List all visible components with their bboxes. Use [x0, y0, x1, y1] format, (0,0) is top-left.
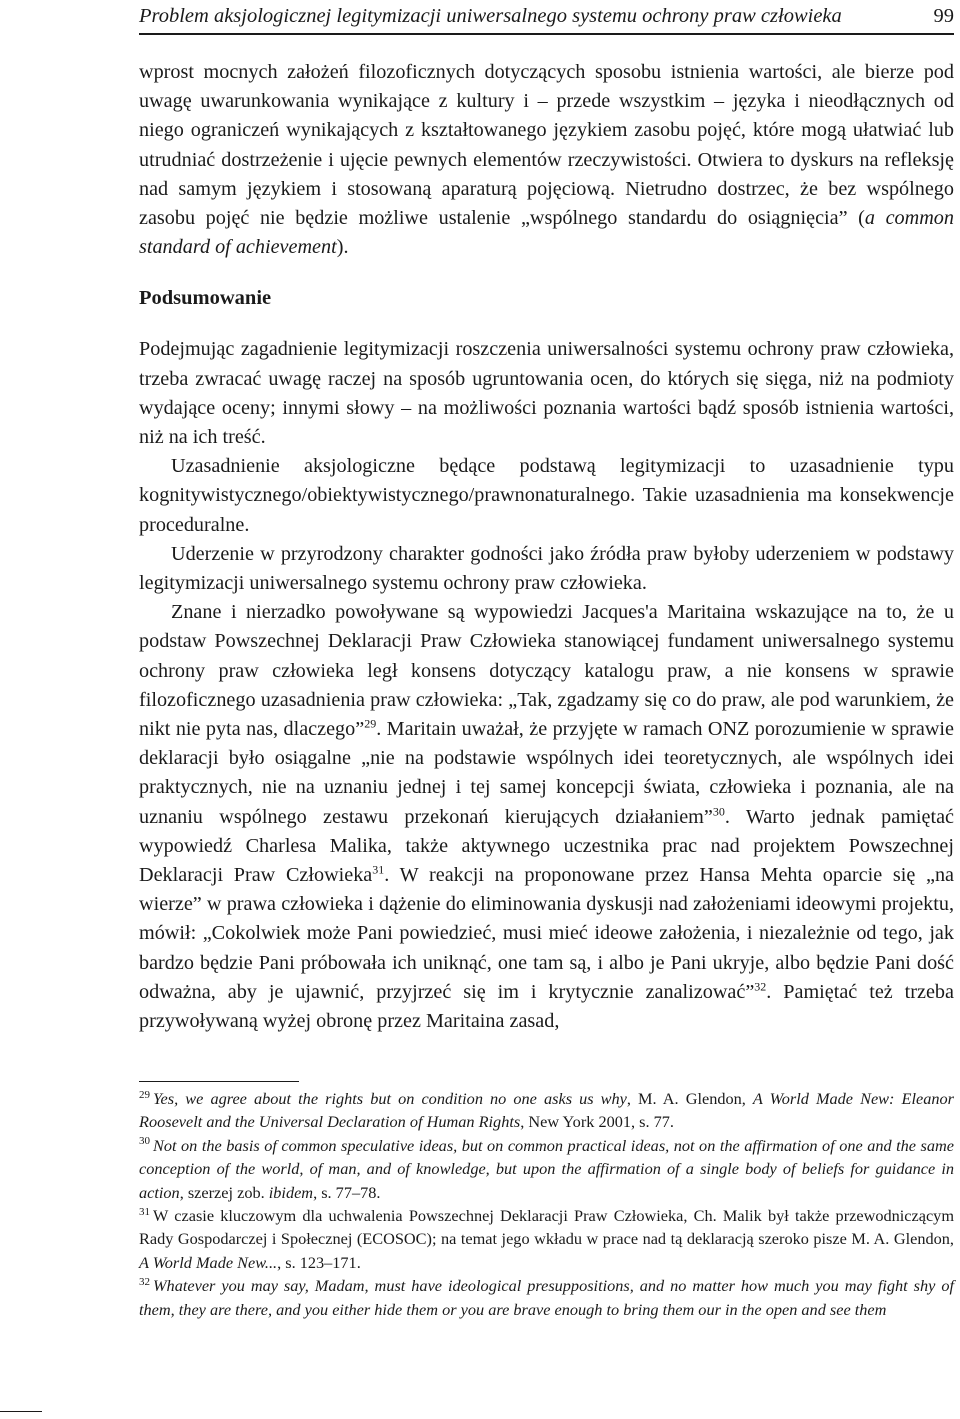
paragraph-4-text: . W reakcji na proponowane przez Hansa Mehta oparcie się „na wierze” w prawa człowieka i dążenie do eliminowania dyskusji nad założeniami ideowymi projektu, mówił: „Cokolwiek może Pani powiedzieć, musi mieć ideowe założenia, i niezależnie od tego, jak bardzo będzie Pani próbowała ich uniknąć, one tam są, i albo je Pani ukryje, albo będzie Pani dość odważna, aby je ujawnić, przyjrzeć się im i krytycznie zanalizować” [139, 864, 954, 1003]
paragraph-4-text: . Maritain uważał, że przyjęte w ramach ONZ porozumienie w sprawie deklaracji było osiągalne „nie na podstawie wspólnych idei teoretycznych, ale wspólnych idei praktycznych, nie na uznaniu jednej i tej samej koncepcji świata, człowieka i poznania, ale na uznaniu wspólnego zestawu przekonań kierujących działaniem” [139, 718, 954, 828]
footnote-text: , s. 77–78. [313, 1182, 381, 1202]
intro-text-end: ). [336, 236, 349, 259]
footnote-italic: A World Made New: Eleanor Roosevelt and the Universal Declaration of Human Rights [139, 1089, 954, 1132]
footnote-rule [139, 1081, 299, 1082]
intro-paragraph [139, 58, 954, 262]
footnote-italic: Whatever you may say, Madam, must have ideological presuppositions, and no matter how much you may fight shy of them, they are there, and you either hide them or you are brave enough to bring them our in the open and see them [139, 1276, 954, 1319]
footnote-text: , New York 2001, s. 77. [520, 1112, 674, 1132]
footnote-ref-32[interactable]: 32 [754, 979, 767, 994]
page-number: 99 [933, 5, 954, 27]
footnote-italic: Yes, we agree about the rights but on condition no one asks us why [153, 1089, 627, 1108]
footnote-ref-29[interactable]: 29 [364, 716, 377, 731]
footnote-italic: Not on the basis of common speculative ideas, but on common practical ideas, not on the affirmation of one and the same conception of the world, of man, and of knowledge, but upon the affirmation of a single body of beliefs for guidance in action [139, 1135, 954, 1202]
footnote-29 [139, 1087, 954, 1134]
footnote-number: 32 [139, 1275, 150, 1288]
paragraph-4-text: Znane i nierzadko powoływane są wypowiedzi Jacques'a Maritaina wskazujące na to, że u podstaw Powszechnej Deklaracji Praw Człowieka stanowiącej fundament uniwersalnego systemu ochrony praw człowieka legł konsens dotyczący katalogu praw, a nie konsens w sprawie filozoficznego uzasadnienia praw człowieka: „Tak, zgadzamy się co do praw, ale pod warunkiem, że nikt nie pyta nas, dlaczego” [139, 601, 954, 741]
footnotes [139, 1087, 954, 1321]
footnote-number: 29 [139, 1088, 150, 1101]
footnote-text: , szerzej zob. [179, 1182, 269, 1202]
running-header [139, 2, 954, 34]
footnote-text: , s. 123–171. [277, 1252, 361, 1272]
footnote-text: , M. A. Glendon, [626, 1089, 753, 1108]
footnote-31 [139, 1204, 954, 1274]
footnote-number: 30 [139, 1135, 150, 1148]
paragraph-4-text: . Warto jednak pamiętać wypowiedź Charlesa Malika, także aktywnego uczestnika prac nad projektem Powszechnej Deklaracji Praw Człowieka [139, 805, 955, 887]
intro-text: wprost mocnych założeń filozoficznych dotyczących sposobu istnienia wartości, ale bierze pod uwagę uwarunkowania wynikające z kultury i – przede wszystkim – języka i nieodłącznych od niego ograniczeń wynikających z kształtowanego językiem zasobu pojęć, które mogą ułatwiać lub utrudniać dostrzeżenie i ujęcie pewnych elementów rzeczywistości. Otwiera to dyskurs na refleksję nad samym językiem i stosowaną aparaturą pojęciową. Nietrudno dostrzec, że bez wspólnego zasobu pojęć nie będzie możliwe ustalenie „wspólnego standardu do osiągnięcia” ( [139, 61, 954, 230]
running-header-title: Problem aksjologicznej legitymizacji uniwersalnego systemu ochrony praw człowieka [139, 5, 842, 27]
paragraph-2: Uzasadnienie aksjologiczne będące podstawą legitymizacji to uzasadnienie typu kognitywistycznego/obiektywistycznego/prawnonaturalnego. Takie uzasadnienia ma konsekwencje proceduralne. [139, 455, 954, 536]
footnote-ref-30[interactable]: 30 [712, 803, 725, 818]
paragraph-4-text: . Pamiętać też trzeba przywoływaną wyżej obronę przez Maritaina zasad, [139, 980, 954, 1033]
paragraph-4 [139, 598, 954, 1036]
footnote-text: W czasie kluczowym dla uchwalenia Powszechnej Deklaracji Praw Człowieka, Ch. Malik był także przewodniczącym Rady Gospodarczej i Społecznej (ECOSOC); na temat jego wkładu w prace nad tą deklaracją szeroko pisze M. A. Glendon, [139, 1206, 954, 1249]
footnote-italic: A World Made New... [139, 1252, 278, 1272]
section-heading: Podsumowanie [139, 287, 272, 310]
intro-italic: a common standard of achievement [139, 207, 954, 259]
header-rule [139, 33, 954, 35]
footnote-ref-31[interactable]: 31 [372, 862, 385, 877]
main-text [139, 58, 954, 1036]
footnote-italic: ibidem [268, 1182, 314, 1202]
footnote-number: 31 [139, 1205, 150, 1218]
paragraph-1: Podejmując zagadnienie legitymizacji roszczenia uniwersalności systemu ochrony praw człowieka, trzeba zwracać uwagę raczej na sposób ugruntowania ocen, do których się sięga, niż na podmioty wydające oceny; innymi słowy – na możliwości poznania wartości bądź sposób istnienia wartości, niż na ich treść. [139, 338, 954, 449]
bottom-margin-rule [0, 1411, 42, 1412]
paragraph-3: Uderzenie w przyrodzony charakter godności jako źródła praw byłoby uderzeniem w podstawy legitymizacji uniwersalnego systemu ochrony praw człowieka. [139, 542, 954, 595]
footnote-30 [139, 1134, 954, 1204]
footnote-32 [139, 1274, 954, 1321]
